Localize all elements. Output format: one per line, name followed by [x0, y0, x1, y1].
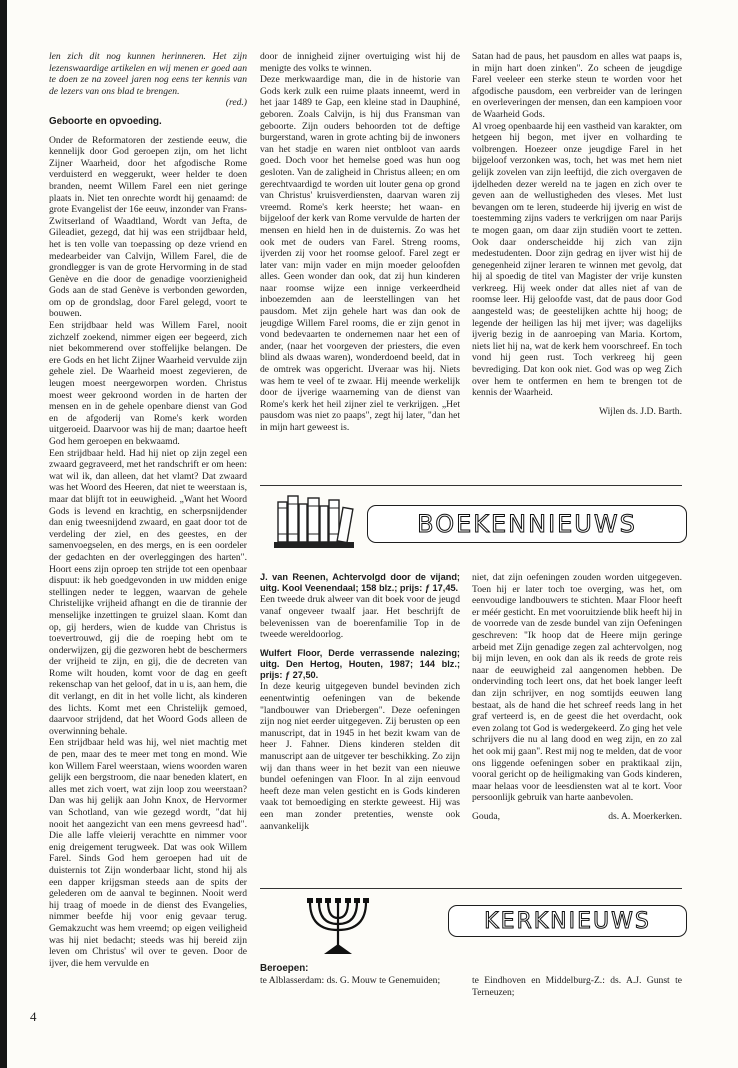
- church-news-item: te Eindhoven en Middelburg-Z.: ds. A.J. Gunst te Terneuzen;: [472, 975, 682, 998]
- article-column-3: [472, 51, 682, 474]
- paragraph: Een strijdbaar held was Willem Farel, nooit zichzelf zoekend, nimmer eigen eer begeerd, zich niet bekommerend over stoffelijke belangen. De ere Gods en het licht Zijner Waarheid vervulde zijn gehele ziel. De Waarheid moest zegevieren, de leugen moest neergeworpen worden. Christus moest weer gekroond worden in de harten der mensen en in de gehele openbare dienst van God en de afgoderij van Rome's kerk worden uitgeroeid. Daarvoor was hij de man; daartoe heeft God hem geroepen en bekwaamd.: [49, 320, 247, 447]
- paragraph: Al vroeg openbaarde hij een vastheid van karakter, om hetgeen hij begon, met ijver en volharding te volbrengen. Hoezeer onze jeugdige Farel in het bijgeloof verzonken was, toch, het was met hem niet gelijk zovelen van zijn leeftijd, die zich overgaven de ijdelheden dezer wereld na te jagen en zich over te geven aan de wellustigheden des vleses. Met lust bevangen om te leren, studeerde hij ijverig en wist de toestemming zijns vaders te verkrijgen om naar Parijs te mogen gaan, om daar zijn studiën voort te zetten. Ook daar onderscheidde hij zich van zijn medestudenten. Door zijn gedrag en ijver wist hij de genegenheid zijner leraren te winnen met gevolg, dat hij al spoedig de titel van Magister der vrije kunsten verkreeg. Hij week onder dat alles niet af van de roomse leer. Hij geloofde vast, dat de paus door God aangesteld was; de geestelijken achtte hij hoog; de legende der heiligen las hij met ijver; was dagelijks ijverig bezig in de aanroeping van Maria. Kortom, niets liet hij na, wat de kerk hem voorschreef. En toch vond hij geen rust. Toch verkreeg hij geen bevrediging. Dat kon ook niet. God was op weg Zich over hem te ontfermen en hem te brengen tot de kennis der Waarheid.: [472, 120, 682, 399]
- review-signature: [472, 811, 682, 823]
- kerknieuws-banner: KERKNIEUWS: [448, 905, 687, 937]
- review-place: Gouda,: [472, 810, 500, 822]
- book-description: In deze keurig uitgegeven bundel bevinden zich eenentwintig oefeningen van de bekende "landbouwer van Driebergen". Deze oefeningen zijn nog niet eerder uitgegeven. Zij berusten op een manuscript, dat in 1945 in het bezit kwam van de heer J. Fahner. Diens kinderen stelden dit manuscript aan de uitgever ter beschikking. Zo zijn wij dan thans weer in het bezit van een nieuwe bundel oefeningen van Floor. In al zijn eenvoud heeft deze man velen gesticht en is Gods kinderen vaak tot bemoediging en sterkte geweest. Hij was een man zonder pretenties, wenste ook aanvankelijk: [260, 681, 460, 832]
- section-rule: [260, 485, 682, 486]
- article-column-1: [49, 51, 247, 1001]
- paragraph: Een strijdbaar held was hij, wel niet machtig met de pen, maar des te meer met tong en mond. Wie kon Willem Farel weerstaan, wiens woorden waren gelijk een bergstroom, die naar beneden klatert, en alles met zich voert, wat zijn loop zou weerstaan? Dan was hij gelijk aan John Knox, de Hervormer van Schotland, van wie gezegd wordt, "dat hij nooit het aangezicht van een mens gevreesd had". Die alle laffe vleierij verachtte en nimmer voor enig dreigement terugweek. Dat was ook Willem Farel. Sinds God hem geroepen had uit de duisternis tot Zijn wonderbaar licht, stond hij als een dapper krijgsman steeds aan de spits der gelederen om de aanval te beginnen. Nooit werd hij traag of moede in de dienst des Evangelies, nimmer beefde hij voor enig gevaar terug. Gemakzucht was hem vreemd; op eigen veiligheid was hij niet bedacht; steeds was hij bereid zijn leven om Christus' wil over te geven. Door de ijver, die hem vervulde en: [49, 737, 247, 969]
- intro-note: len zich dit nog kunnen herinneren. Het zijn lezenswaardige artikelen en wij menen er goed aan te doen ze na zoveel jaren nog eens ter kennis van de lezers van ons blad te brengen.: [49, 51, 247, 97]
- page-number: 4: [30, 1009, 37, 1024]
- book-bibliography: J. van Reenen, Achtervolgd door de vijand; uitg. Kool Veenendaal; 158 blz.; prijs: ƒ 17,45.: [260, 572, 460, 594]
- book-description: Een tweede druk alweer van dit boek voor de jeugd vanaf ongeveer twaalf jaar. Het beschrijft de belevenissen van de boerenfamilie Top in de tweede wereldoorlog.: [260, 594, 460, 641]
- scan-edge: [0, 0, 7, 1068]
- boekennieuws-banner: BOEKENNIEUWS: [367, 505, 687, 543]
- church-news-column-2: [472, 975, 682, 1010]
- reviewer-name: ds. A. Moerkerken.: [608, 810, 682, 822]
- article-column-2: [260, 51, 460, 474]
- paragraph: Onder de Reformatoren der zestiende eeuw, die kennelijk door God geroepen zijn, om het licht Zijner Waarheid, door het afgodische Rome verduisterd en weggerukt, weer helder te doen branden, neemt Willem Farel een niet geringe plaats in. Niet ten onrechte wordt hij genaamd: de grote Evangelist der 16e eeuw, inzonder van Frans-Zwitserland of Waadtland, Wordt van Jefta, de Gileadiet, gezegd, dat hij was een strijdbaar held, het is ten volle van toepassing op deze vriend en medearbeider van Calvijn, Willem Farel, die de grondlegger is van de grote Hervorming in de stad Genève en die door de genadige voorzienigheid Gods aan de stad Genève is verbonden geworden, om op de grondslag, door Farel gelegd, voort te bouwen.: [49, 134, 247, 320]
- article-signature: Wijlen ds. J.D. Barth.: [598, 405, 682, 417]
- paragraph: Een strijdbaar held. Had hij niet op zijn zegel een zwaard gegraveerd, met het randschrift er om heen: wat wil ik, dan alleen, dat het vlamt? Dat zwaard was het Woord des Heeren, dat niet te weerstaan is, maar dat blijft tot in eeuwigheid. „Want het Woord Gods is levend en krachtig, en scherpsnijdender dan enig tweesnijdend zwaard, en gaat door tot de verdeling der ziel, en des geestes, en der samenvoegselen, en des mergs, en is een oordeler der gedachten en der overleggingen des harten". Hoort eens zijn oproep ten strijde tot een openbaar dispuut: ik heb goedgevonden in uw midden enige stellingen neder te leggen, waarvan de gehele Christelijke vrijheid afhangt en die de tirannie der menselijke inzettingen te gruizel slaan. Komt dan op, gij herders, wien de kudde van Christus is toevertrouwd, gij die de roeping hebt om te onderwijzen, gij die gezworen hebt de beschermers der vrijheid te zijn, en gij, die de decreten van Rome wilt houden, komt voor de dag en geeft rekenschap van het geloof, dat in u is, aan hem, die dit verlangt, en dit in het volle licht, als kinderen des lichts. Komt met een Christelijk gemoed, daarvoor strijdend, dat het Woord Gods alleen de overwinning behale.: [49, 447, 247, 737]
- paragraph: door de innigheid zijner overtuiging wist hij de menigte des volks te winnen.: [260, 51, 460, 74]
- church-news-heading: Beroepen:: [260, 963, 309, 974]
- book-description: niet, dat zijn oefeningen zouden worden uitgegeven. Toen hij er later toch toe overging, was het, om eenvoudige landbouwers te stichten. Maar Floor heeft er méér gesticht. En met vooruitziende blik heeft hij in de voorrede van de zesde bundel van zijn Oefeningen geschreven: "Ik hoop dat de Heere mijn geringe arbeid met Zijn genadige zegen zal achtervolgen, nog bij mijn leven, en ook dan als ik reeds de grote reis naar de eeuwigheid zal aangenomen hebben. De ondervinding toch leert ons, dat het boek langer leeft dan zijn schrijver, en nog somtijds eeuwen lang bestaat, als de hand die het schreef reeds lang in het graf verteerd is, en de geest die het overdacht, ook even zolang tot God is wedergekeerd. Zo ging het vele schrijvers die nu al lang dood en weg zijn, en zo zal het ook mij gaan". Rest mij nog te melden, dat de voor ons liggende oefeningen sober en praktikaal zijn, vooral gericht op de heiligmaking van Gods kinderen, maar helaas voor de leesdiensten wat al te kort. Voor persoonlijk gebruik van harte aanbevolen.: [472, 572, 682, 804]
- church-news-column-1: [260, 963, 460, 1008]
- church-news-item: te Alblasserdam: ds. G. Mouw te Genemuiden;: [260, 974, 441, 986]
- section-rule: [260, 888, 682, 889]
- section-heading: Geboorte en opvoeding.: [49, 115, 162, 127]
- book-review-column-2: [472, 572, 682, 880]
- book-bibliography: Wulfert Floor, Derde verrassende nalezing; uitg. Den Hertog, Houten, 1987; 144 blz.; prijs: ƒ 27,50.: [260, 647, 460, 681]
- intro-sign: (red.): [225, 97, 247, 109]
- books-icon: [272, 492, 356, 552]
- book-review-column-1: [260, 572, 460, 880]
- paragraph: Satan had de paus, het pausdom en alles wat paaps is, in mijn hart doen zinken". Zo scheen de jeugdige Farel veeleer een sterke steun te worden voor het afgodische pausdom, een verbreider van de leringen en overleveringen der mensen, dan een kampioen voor de Waarheid Gods.: [472, 51, 682, 120]
- paragraph: Deze merkwaardige man, die in de historie van Gods kerk zulk een ruime plaats inneemt, werd in het jaar 1489 te Gap, een kleine stad in Dauphiné, geboren. Zoals Calvijn, is hij dus Fransman van geboorte. Zijn ouders behoorden tot de deftige burgerstand, waren in grote achting bij de inwoners van het stadje en waren niet ontbloot van aards goed. Doch voor het hemelse goed was hun oog gesloten. Van de zaligheid in Christus alleen; en om gerechtvaardigd te worden uit louter gena op grond van Christus' kruisverdiensten, daarvan waren zij vreemd. Rome's kerk heerste; het waan- en bijgeloof der kerk van Rome vervulde de harten der mensen en hield hen in de duisternis. Zo was het ook met de ouders van Farel. Streng rooms, ijverden zij voor het roomse geloof. Farel zegt er later van: mijn vader en mijn moeder geloofden alles. Geen wonder dan ook, dat zij hun kinderen naar roomse wijze een innige verkeerdheid inboezemden aan de leerstellingen van het pausdom. Met zijn gehele hart was dan ook de jeugdige Willem Farel rooms, die er zijn genot in vond bedevaarten te ondernemen naar het een of ander, (naar het voorgeven der priesters, die even blind als dwaas waren), wonderdoend beeld, dat in de omtrek was opgericht. IJveraar was hij. Niets was hem te veel of te zwaar. Hij meende werkelijk door de ijverige waarneming van de dienst van Rome's kerk het heil zijner ziel te verkrijgen. „Het pausdom was niet zo paaps", zegt hij later, "dan het in mijn hart geweest is.: [260, 74, 460, 433]
- menorah-icon: [300, 896, 376, 958]
